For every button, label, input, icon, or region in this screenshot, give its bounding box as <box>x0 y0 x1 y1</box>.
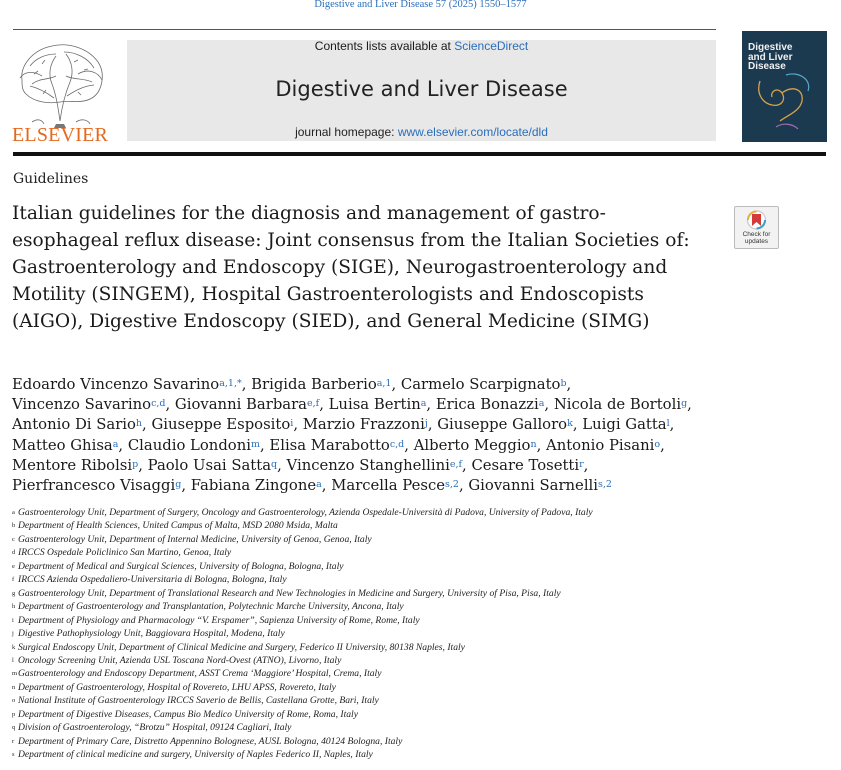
author-name[interactable]: Matteo Ghisa <box>12 436 113 454</box>
affiliation-letter: q <box>12 724 16 732</box>
affiliation-letter: e <box>12 562 15 570</box>
affiliation-letter: r <box>12 737 15 745</box>
author-affiliation-marker[interactable]: a,1,* <box>219 378 242 389</box>
header-rule <box>13 29 716 30</box>
affiliation-text: Department of Medical and Surgical Sciences, University of Bologna, Bologna, Italy <box>18 560 344 572</box>
article-title: Italian guidelines for the diagnosis and management of gastro-esophageal reflux disease: Joint consensus from the Italian Societies of: Gastroenterology and Endoscopy (SIGE), Neurogastroenterology and Motility (SINGEM), Hospital Gastroenterologists and Endoscopists (AIGO), Digestive Endoscopy (SIED), and General Medicine (SIMG) <box>12 203 690 332</box>
author-name[interactable]: Luisa Bertin <box>328 396 421 414</box>
journal-homepage <box>127 125 716 139</box>
affiliation-list <box>12 506 772 762</box>
affiliation-item <box>12 641 772 654</box>
affiliation-item <box>12 667 772 680</box>
affiliation-letter: f <box>12 576 15 584</box>
affiliation-text: Department of Gastroenterology, Hospital of Rovereto, LHU APSS, Rovereto, Italy <box>18 681 336 693</box>
affiliation-letter: n <box>12 683 16 691</box>
author-affiliation-marker[interactable]: g <box>681 398 688 410</box>
affiliation-item <box>12 573 772 586</box>
elsevier-wordmark: ELSEVIER <box>12 124 109 146</box>
affiliation-text: Department of Physiology and Pharmacology “V. Erspamer”, Sapienza University of Rome, Rome, Italy <box>18 614 420 626</box>
affiliation-text: Department of clinical medicine and surgery, University of Naples Federico II, Naples, Italy <box>18 749 373 761</box>
author-affiliation-marker[interactable]: c,d <box>389 438 405 450</box>
author-affiliation-marker[interactable]: a <box>420 398 427 410</box>
author-affiliation-marker[interactable]: a <box>112 438 119 450</box>
affiliation-letter: j <box>12 630 14 638</box>
affiliation-text: IRCCS Ospedale Policlinico San Martino, Genoa, Italy <box>18 547 232 559</box>
affiliation-letter: m <box>12 670 18 678</box>
affiliation-item <box>12 721 772 734</box>
affiliation-text: Surgical Endoscopy Unit, Department of Clinical Medicine and Surgery, Federico II University, 80138 Naples, Italy <box>18 641 465 653</box>
affiliation-item <box>12 506 772 519</box>
affiliation-item <box>12 600 772 613</box>
affiliation-letter: d <box>12 549 16 557</box>
article-section-label: Guidelines <box>13 171 89 187</box>
author-affiliation-marker[interactable]: n <box>530 438 537 450</box>
check-for-updates-label <box>735 231 778 245</box>
author-affiliation-marker[interactable]: q <box>271 458 278 470</box>
affiliation-letter: k <box>12 643 16 651</box>
author-name[interactable]: Giovanni Barbara <box>174 396 308 414</box>
affiliation-text: National Institute of Gastroenterology IRCCS Saverio de Bellis, Castellana Grotte, Bari, Italy <box>18 695 379 707</box>
affiliation-item <box>12 735 772 748</box>
author-affiliation-marker[interactable]: l <box>666 418 670 430</box>
author-affiliation-marker[interactable]: a <box>538 398 545 410</box>
cover-illustration <box>742 31 827 142</box>
affiliation-item <box>12 614 772 627</box>
author-affiliation-marker[interactable]: i <box>290 418 294 430</box>
affiliation-item <box>12 708 772 721</box>
author-name[interactable]: Giovanni Sarnelli <box>468 477 599 495</box>
affiliation-item <box>12 654 772 667</box>
cover-title-line: and Liver <box>748 51 793 63</box>
author-name[interactable]: Pierfrancesco Visaggi <box>12 477 176 495</box>
author-name[interactable]: Marzio Frazzoni <box>302 416 425 434</box>
affiliation-item <box>12 694 772 707</box>
affiliation-letter: c <box>12 535 15 543</box>
author-affiliation-marker[interactable]: e,f <box>449 458 463 470</box>
affiliation-text: Oncology Screening Unit, Azienda USL Toscana Nord-Ovest (ATNO), Livorno, Italy <box>18 654 342 666</box>
affiliation-letter: h <box>12 603 16 611</box>
affiliation-text: Gastroenterology and Endoscopy Department, ASST Crema ‘Maggiore’ Hospital, Crema, Italy <box>18 668 382 680</box>
author-name[interactable]: Brigida Barberio <box>251 376 377 393</box>
affiliation-letter: s <box>12 751 15 759</box>
author-name[interactable]: Antonio Pisani <box>546 436 655 454</box>
journal-citation[interactable]: Digestive and Liver Disease 57 (2025) 1550–1577 <box>314 0 527 10</box>
check-updates-line2: updates <box>744 238 769 245</box>
author-affiliation-marker[interactable]: b <box>560 378 567 389</box>
author-name[interactable]: Giuseppe Galloro <box>437 416 568 434</box>
author-name[interactable]: Fabiana Zingone <box>190 477 317 495</box>
affiliation-letter: g <box>12 589 16 597</box>
journal-title: Digestive and Liver Disease <box>275 77 568 101</box>
author-name[interactable]: Vincenzo Stanghellini <box>286 456 450 474</box>
author-affiliation-marker[interactable]: a,1 <box>376 378 392 389</box>
contents-prefix: Contents lists available at <box>314 39 455 53</box>
author-affiliation-marker[interactable]: a <box>316 479 322 491</box>
author-name[interactable]: Marcella Pesce <box>331 477 445 495</box>
author-name[interactable]: Paolo Usai Satta <box>147 456 272 474</box>
affiliation-letter: i <box>12 616 14 624</box>
author-affiliation-marker[interactable]: s,2 <box>598 479 612 491</box>
affiliation-text: Gastroenterology Unit, Department of Surgery, Oncology and Gastroenterology, Azienda Ospedale-Università di Padova, University of Padova, Italy <box>18 507 593 518</box>
author-name[interactable]: Nicola de Bortoli <box>553 396 682 414</box>
affiliation-text: Division of Gastroenterology, “Brotzu” Hospital, 09124 Cagliari, Italy <box>18 722 292 734</box>
crossmark-icon <box>735 207 778 233</box>
author-name[interactable]: Giuseppe Esposito <box>151 416 291 434</box>
check-for-updates-button[interactable] <box>734 206 779 249</box>
affiliation-letter: b <box>12 522 16 530</box>
journal-masthead <box>127 40 716 141</box>
affiliation-letter: p <box>12 710 16 718</box>
affiliation-item <box>12 519 772 532</box>
contents-line <box>127 39 716 53</box>
author-affiliation-marker[interactable]: h <box>135 418 143 430</box>
affiliation-item <box>12 627 772 640</box>
author-name[interactable]: Cesare Tosetti <box>471 456 580 474</box>
author-name[interactable]: Alberto Meggio <box>413 436 531 454</box>
author-affiliation-marker[interactable]: e,f <box>307 398 320 410</box>
affiliation-item <box>12 587 772 600</box>
author-affiliation-marker[interactable]: r <box>579 458 584 470</box>
affiliation-text: Gastroenterology Unit, Department of Translational Research and New Technologies in Medicine and Surgery, University of Pisa, Pisa, Italy <box>18 587 561 599</box>
author-list: Edoardo Vincenzo Savarino$^{a,1,*}$, Brigida Barberio$^{a,1}$, Carmelo Scarpignato$^b$, Vincenzo Savarino$^{c,d}$, Giovanni Barbara$^{e,f}$, Luisa Bertin$^a$, Erica Bonazzi$^a$, Nicola de Bortoli$^g$, Antonio Di Sario$^h$, Giuseppe Esposito$^i$, Marzio Frazzoni$^j$, Giuseppe Galloro$^k$, Luigi Gatta$^l$, Matteo Ghisa$^a$, Claudio Londoni$^m$, Elisa Marabotto$^{c,d}$, Alberto Meggio$^n$, Antonio Pisani$^o$, Mentore Ribolsi$^p$, Paolo Usai Satta$^q$, Vincenzo Stanghellini$^{e,f}$, Cesare Tosetti$^r$, Pierfrancesco Visaggi$^g$, Fabiana Zingone$^a$, Marcella Pesce$^{s,2}$, Giovanni Sarnelli$^{s,2}$ <box>12 376 692 495</box>
affiliation-letter: o <box>12 697 16 705</box>
affiliation-item <box>12 546 772 559</box>
affiliation-text: Department of Gastroenterology and Transplantation, Polytechnic Marche University, Ancona, Italy <box>18 601 404 613</box>
author-affiliation-marker[interactable]: o <box>654 438 661 450</box>
check-updates-line1: Check for <box>742 231 771 238</box>
author-name[interactable]: Luigi Gatta <box>582 416 667 434</box>
affiliation-item <box>12 560 772 573</box>
author-affiliation-marker[interactable]: j <box>424 418 428 430</box>
homepage-prefix: journal homepage: <box>295 125 398 139</box>
masthead-bottom-rule <box>13 152 826 156</box>
affiliation-item <box>12 533 772 546</box>
author-name[interactable]: Mentore Ribolsi <box>12 456 133 474</box>
affiliation-text: Department of Digestive Diseases, Campus Bio Medico University of Rome, Roma, Italy <box>18 708 358 720</box>
author-affiliation-marker[interactable]: s,2 <box>444 479 459 491</box>
affiliation-text: Digestive Pathophysiology Unit, Baggiovara Hospital, Modena, Italy <box>18 628 285 640</box>
affiliation-letter: a <box>12 509 15 516</box>
affiliation-item <box>12 681 772 694</box>
author-affiliation-marker[interactable]: m <box>250 438 260 450</box>
sciencedirect-link[interactable]: ScienceDirect <box>454 39 529 53</box>
author-name[interactable]: Carmelo Scarpignato <box>400 376 561 393</box>
author-name[interactable]: Claudio Londoni <box>127 436 251 454</box>
author-name[interactable]: Vincenzo Savarino <box>12 396 152 414</box>
affiliation-text: IRCCS Azienda Ospedaliero-Universitaria di Bologna, Bologna, Italy <box>18 574 287 586</box>
cover-title-line: Digestive <box>748 42 793 53</box>
author-affiliation-marker[interactable]: g <box>175 479 182 491</box>
affiliation-text: Department of Health Sciences, United Campus of Malta, MSD 2080 Msida, Malta <box>18 520 338 532</box>
affiliation-text: Gastroenterology Unit, Department of Internal Medicine, University of Genoa, Genoa, Italy <box>18 533 372 545</box>
journal-cover-thumbnail[interactable] <box>742 31 827 142</box>
author-affiliation-marker[interactable]: p <box>132 458 139 470</box>
affiliation-letter: l <box>12 656 14 664</box>
cover-title-line: Disease <box>748 61 786 72</box>
author-name[interactable]: Edoardo Vincenzo Savarino <box>12 376 220 393</box>
homepage-link[interactable]: www.elsevier.com/locate/dld <box>397 125 548 139</box>
affiliation-item <box>12 748 772 761</box>
author-name[interactable]: Antonio Di Sario <box>12 416 136 434</box>
author-name[interactable]: Elisa Marabotto <box>269 436 390 454</box>
author-affiliation-marker[interactable]: c,d <box>151 398 166 410</box>
author-affiliation-marker[interactable]: k <box>567 418 573 430</box>
affiliation-text: Department of Primary Care, Distretto Appennino Bolognese, AUSL Bologna, 40124 Bologna, Italy <box>18 735 403 747</box>
author-name[interactable]: Erica Bonazzi <box>435 396 539 414</box>
